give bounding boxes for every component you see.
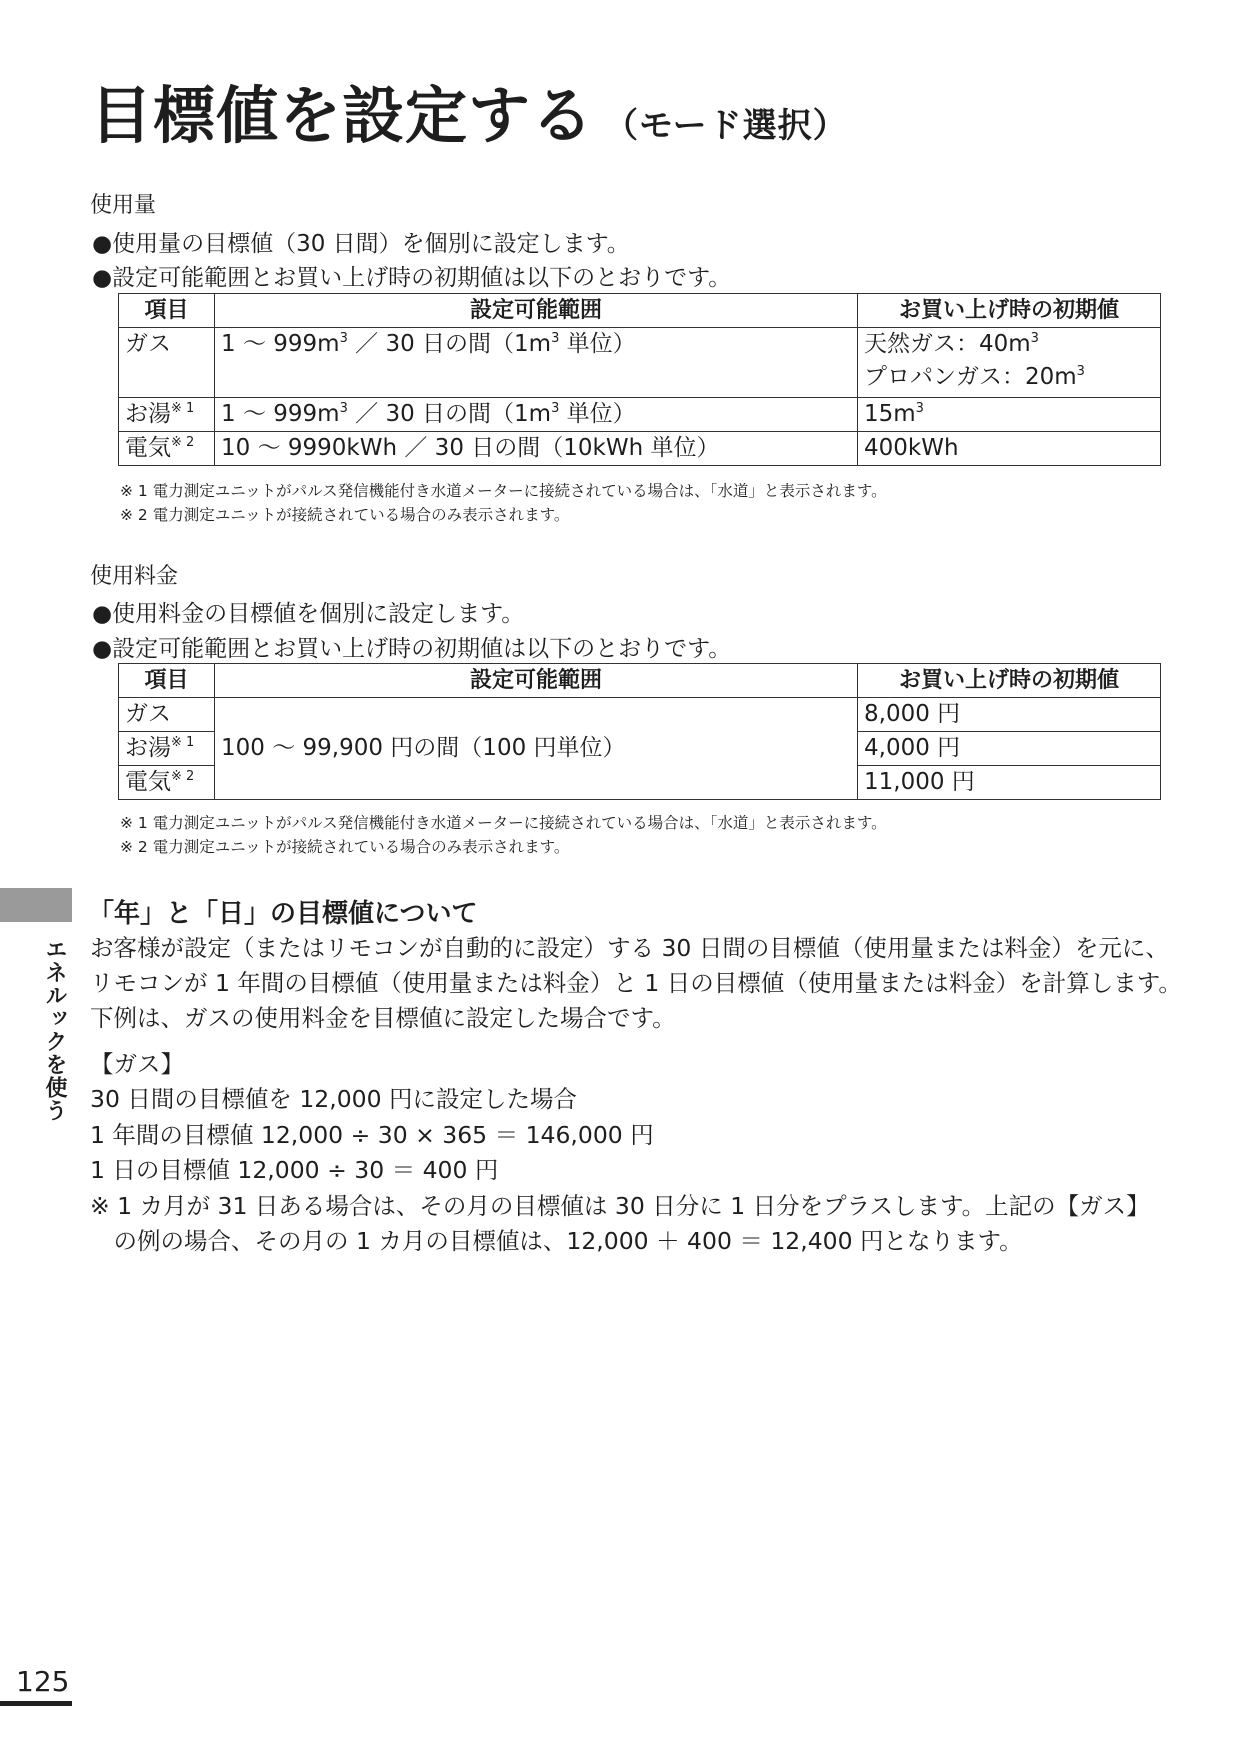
page-number-rule: [0, 1701, 72, 1706]
usage-note-2: ※ 2 電力測定ユニットが接続されている場合のみ表示されます。: [120, 506, 570, 524]
row-range: 10 ～ 9990kWh ／ 30 日の間（10kWh 単位）: [215, 432, 858, 466]
table-header-item: 項目: [119, 294, 215, 328]
page-number: 125: [16, 1665, 70, 1698]
table-header-item: 項目: [119, 664, 215, 698]
example-line: 1 年間の目標値 12,000 ÷ 30 × 365 ＝ 146,000 円: [90, 1121, 654, 1149]
side-tab-marker: [0, 888, 72, 922]
page-subtitle: （モード選択）: [604, 106, 848, 146]
usage-bullet-2: ●設定可能範囲とお買い上げ時の初期値は以下のとおりです。: [92, 265, 732, 291]
fee-range: 100 ～ 99,900 円の間（100 円単位）: [215, 698, 858, 800]
usage-section-label: 使用量: [90, 193, 157, 218]
row-default: 8,000 円: [858, 698, 1161, 732]
paragraph-line: リモコンが 1 年間の目標値（使用量または料金）と 1 日の目標値（使用量または料金）を計算します。: [90, 969, 1182, 997]
fee-note-2: ※ 2 電力測定ユニットが接続されている場合のみ表示されます。: [120, 838, 570, 856]
fee-section-label: 使用料金: [90, 564, 179, 589]
usage-note-1: ※ 1 電力測定ユニットがパルス発信機能付き水道メーターに接続されている場合は、「水道」と表示されます。: [120, 482, 887, 500]
row-default: 天然ガス：$40m^3$ プロパンガス：$20m^3$: [858, 328, 1161, 398]
row-range: 1 ～ $999m^3$ ／ 30 日の間（$1m^3$ 単位）: [215, 328, 858, 398]
table-row: [119, 698, 1161, 732]
row-default: 400kWh: [858, 432, 1161, 466]
side-tab-label: エネルックを使う: [42, 938, 67, 1122]
table-header-row: [119, 294, 1161, 328]
row-item-gas: ガス: [119, 698, 215, 732]
table-header-default: お買い上げ時の初期値: [858, 664, 1161, 698]
fee-table: [118, 663, 1161, 800]
example-note-line: ※ 1 カ月が 31 日ある場合は、その月の目標値は 30 日分に 1 日分をプラスします。上記の【ガス】: [90, 1192, 1150, 1220]
table-row: [119, 432, 1161, 466]
row-default: $15m^3$: [858, 398, 1161, 432]
example-line: 30 日間の目標値を 12,000 円に設定した場合: [90, 1085, 578, 1113]
example-label: 【ガス】: [90, 1050, 184, 1078]
row-item-hot-water: お湯$^{※ 1}$: [119, 732, 215, 766]
table-header-range: 設定可能範囲: [215, 664, 858, 698]
table-header-default: お買い上げ時の初期値: [858, 294, 1161, 328]
row-default: 11,000 円: [858, 766, 1161, 800]
row-range: 1 ～ $999m^3$ ／ 30 日の間（$1m^3$ 単位）: [215, 398, 858, 432]
table-row: [119, 398, 1161, 432]
table-header-range: 設定可能範囲: [215, 294, 858, 328]
table-header-row: [119, 664, 1161, 698]
example-note-line: の例の場合、その月の 1 カ月の目標値は、12,000 ＋ 400 ＝ 12,400 円となります。: [90, 1227, 1023, 1255]
paragraph-line: お客様が設定（またはリモコンが自動的に設定）する 30 日間の目標値（使用量または料金）を元に、: [90, 934, 1169, 962]
fee-bullet-2: ●設定可能範囲とお買い上げ時の初期値は以下のとおりです。: [92, 636, 732, 662]
fee-note-1: ※ 1 電力測定ユニットがパルス発信機能付き水道メーターに接続されている場合は、「水道」と表示されます。: [120, 814, 887, 832]
row-item-gas: ガス: [119, 328, 215, 398]
paragraph-line: 下例は、ガスの使用料金を目標値に設定した場合です。: [90, 1004, 676, 1032]
page-title: 目標値を設定する （モード選択）: [90, 79, 848, 152]
row-item-hot-water: お湯$^{※ 1}$: [119, 398, 215, 432]
example-line: 1 日の目標値 12,000 ÷ 30 ＝ 400 円: [90, 1156, 499, 1184]
table-row: [119, 328, 1161, 398]
row-item-electricity: 電気$^{※ 2}$: [119, 766, 215, 800]
fee-bullet-1: ●使用料金の目標値を個別に設定します。: [92, 601, 525, 627]
year-day-heading: 「年」と「日」の目標値について: [88, 899, 478, 929]
row-default: 4,000 円: [858, 732, 1161, 766]
row-item-electricity: 電気$^{※ 2}$: [119, 432, 215, 466]
usage-bullet-1: ●使用量の目標値（30 日間）を個別に設定します。: [92, 231, 630, 257]
usage-table: [118, 293, 1161, 466]
